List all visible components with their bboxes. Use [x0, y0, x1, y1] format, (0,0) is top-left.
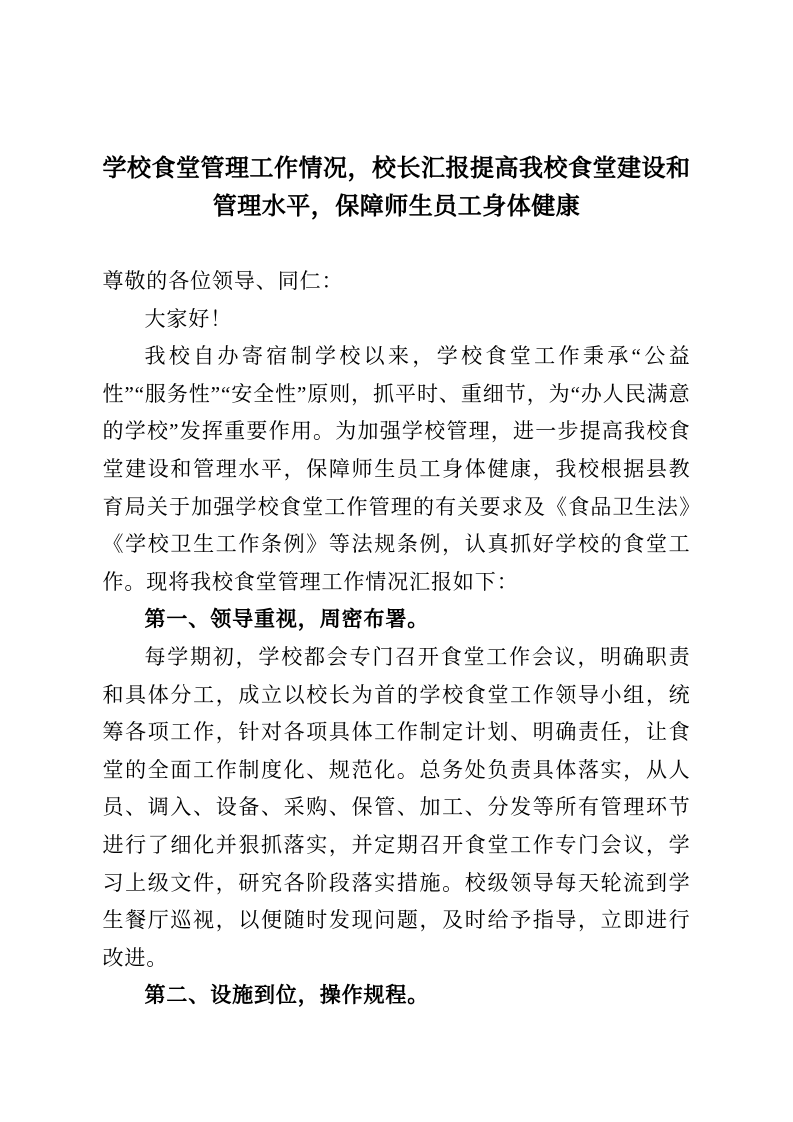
document-title-line-1: 学校食堂管理工作情况，校长汇报提高我校食堂建设和	[102, 156, 691, 182]
document-title	[103, 150, 691, 226]
salutation-line: 大家好！	[144, 306, 233, 331]
document-title-line-2: 管理水平，保障师生员工身体健康	[212, 194, 581, 220]
document-body	[103, 263, 691, 1015]
opening-paragraph: 我校自办寄宿制学校以来，学校食堂工作秉承“公益性”“服务性”“安全性”原则，抓平时、重细节，为“办人民满意的学校”发挥重要作用。为加强学校管理，进一步提高我校食堂建设和管理水平，保障师生员工身体健康，我校根据县教育局关于加强学校食堂工作管理的有关要求及《食品卫生法》《学校卫生工作条例》等法规条例，认真抓好学校的食堂工作。现将我校食堂管理工作情况汇报如下：	[102, 344, 691, 594]
section-2-heading: 第二、设施到位，操作规程。	[144, 983, 430, 1008]
greeting-line: 尊敬的各位领导、同仁：	[102, 269, 344, 293]
document-content	[103, 150, 691, 1015]
section-1-heading: 第一、领导重视，周密布署。	[144, 607, 430, 632]
section-1-paragraph: 每学期初，学校都会专门召开食堂工作会议，明确职责和具体分工，成立以校长为首的学校食堂工作领导小组，统筹各项工作，针对各项具体工作制定计划、明确责任，让食堂的全面工作制度化、规范化。总务处负责具体落实，从人员、调入、设备、采购、保管、加工、分发等所有管理环节进行了细化并狠抓落实，并定期召开食堂工作专门会议，学习上级文件，研究各阶段落实措施。校级领导每天轮流到学生餐厅巡视，以便随时发现问题，及时给予指导，立即进行改进。	[102, 644, 691, 970]
